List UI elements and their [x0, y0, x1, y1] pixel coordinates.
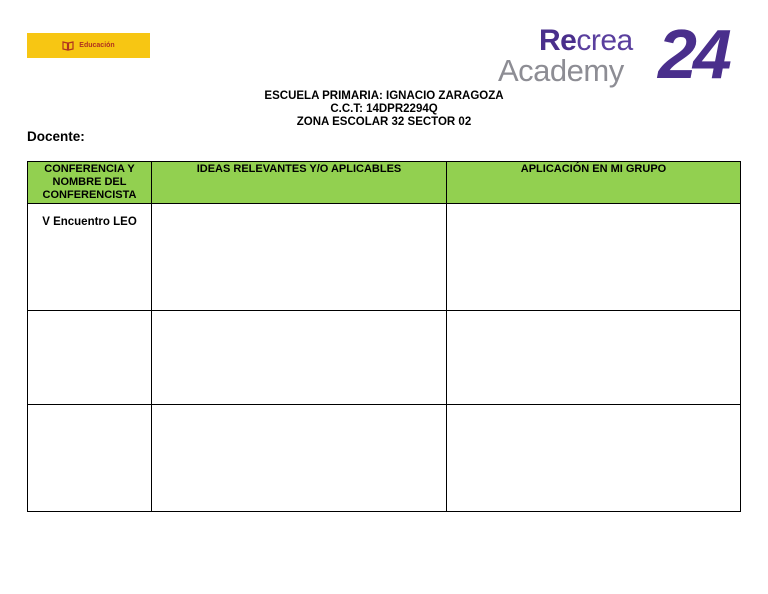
- table-cell[interactable]: [152, 405, 447, 512]
- school-header: [0, 90, 768, 129]
- table-cell[interactable]: [447, 311, 741, 405]
- column-header-ideas: IDEAS RELEVANTES Y/O APLICABLES: [152, 162, 447, 204]
- logo-academy: Academy: [498, 53, 624, 88]
- table-cell[interactable]: [28, 311, 152, 405]
- logo-recrea: Recrea: [539, 24, 633, 57]
- table-cell[interactable]: [28, 405, 152, 512]
- table-header-row: [28, 162, 741, 204]
- column-header-conferencia: CONFERENCIA Y NOMBRE DEL CONFERENCISTA: [28, 162, 152, 204]
- book-icon: [62, 41, 74, 51]
- logo-number: 24: [658, 15, 728, 93]
- table-row: [28, 204, 741, 311]
- table-cell[interactable]: [447, 204, 741, 311]
- conference-table: [27, 161, 741, 512]
- table-cell[interactable]: V Encuentro LEO: [28, 204, 152, 311]
- table-cell[interactable]: [152, 311, 447, 405]
- educacion-logo-text: Educación: [79, 42, 115, 49]
- table-cell[interactable]: [447, 405, 741, 512]
- school-zone: ZONA ESCOLAR 32 SECTOR 02: [296, 116, 472, 128]
- educacion-logo: [27, 33, 150, 58]
- docente-label: Docente:: [27, 129, 85, 144]
- school-cct: C.C.T: 14DPR2294Q: [330, 103, 438, 115]
- column-header-aplicacion: APLICACIÓN EN MI GRUPO: [447, 162, 741, 204]
- table-row: [28, 405, 741, 512]
- table-row: [28, 311, 741, 405]
- recrea-academy-logo: [496, 15, 746, 94]
- school-name: ESCUELA PRIMARIA: IGNACIO ZARAGOZA: [264, 90, 504, 102]
- table-cell[interactable]: [152, 204, 447, 311]
